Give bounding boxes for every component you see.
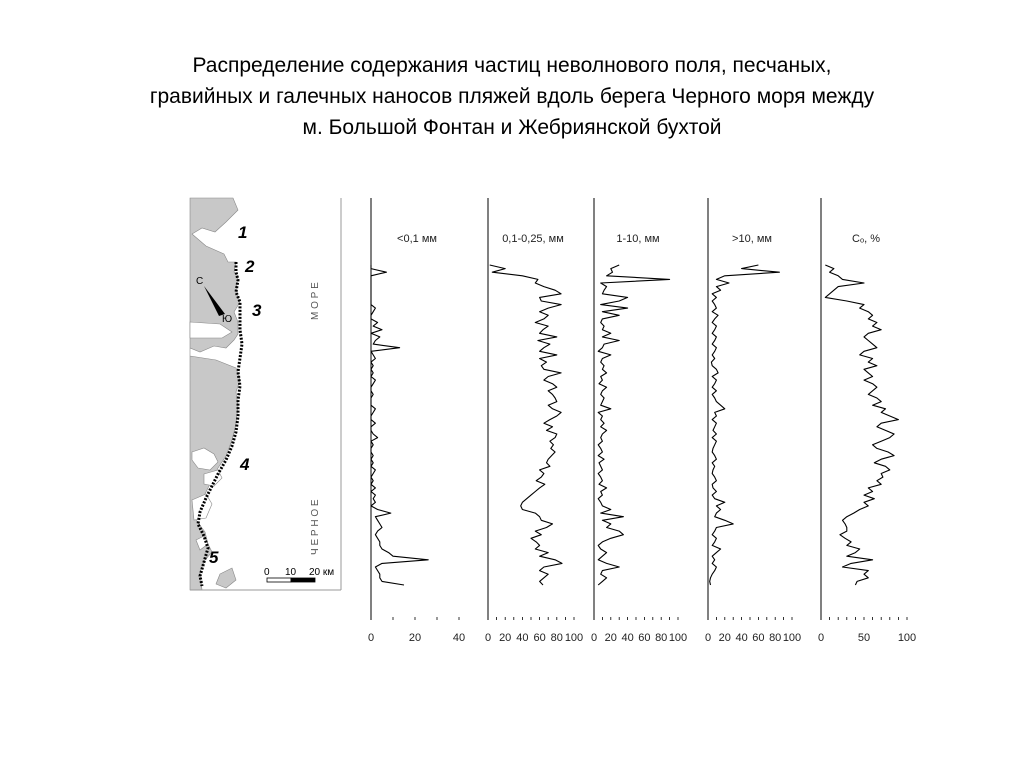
panel-5 xyxy=(818,198,916,644)
series-line xyxy=(490,265,562,585)
sea-label-bottom: Ч Е Р Н О Е xyxy=(310,499,321,555)
panel-label: >10, мм xyxy=(732,233,772,245)
tick-label: 60 xyxy=(752,632,765,644)
panel-1 xyxy=(368,198,465,644)
series-line xyxy=(371,265,428,585)
tick-label: 100 xyxy=(897,632,917,644)
tick-label: 80 xyxy=(769,632,782,644)
panel-label: Cₒ, % xyxy=(852,233,880,245)
tick-label: 100 xyxy=(782,632,802,644)
tick-label: 20 xyxy=(499,632,512,644)
tick-label: 60 xyxy=(638,632,651,644)
profile-panels xyxy=(368,198,916,644)
tick-label: 80 xyxy=(655,632,668,644)
section-number-1: 1 xyxy=(238,223,248,242)
coast-map xyxy=(190,198,341,590)
tick-label: 40 xyxy=(452,632,466,644)
lagoon-5 xyxy=(216,568,236,588)
tick-label: 40 xyxy=(516,632,529,644)
tick-label: 20 xyxy=(604,632,617,644)
scale-bar-black xyxy=(291,578,315,582)
tick-label: 0 xyxy=(590,632,598,644)
tick-label: 100 xyxy=(668,632,688,644)
panel-3 xyxy=(591,198,687,644)
tick-label: 100 xyxy=(564,632,584,644)
compass-north-label: С xyxy=(196,276,204,287)
series-line xyxy=(710,265,780,585)
title-line-3: м. Большой Фонтан и Жебриянской бухтой xyxy=(302,116,722,139)
tick-label: 50 xyxy=(857,632,871,644)
tick-label: 40 xyxy=(735,632,748,644)
series-line xyxy=(825,265,898,585)
compass-south-label: Ю xyxy=(222,314,233,325)
panel-label: 1-10, мм xyxy=(616,233,660,245)
tick-label: 60 xyxy=(533,632,546,644)
panel-2 xyxy=(485,198,583,644)
tick-label: 20 xyxy=(718,632,731,644)
section-number-3: 3 xyxy=(252,301,262,320)
series-line xyxy=(598,265,669,585)
scale-label-0: 0 xyxy=(264,567,270,578)
sea-label-top: М О Р Е xyxy=(310,282,321,320)
scale-bar xyxy=(264,567,334,582)
title-line-2: гравийных и галечных наносов пляжей вдоль берега Черного моря между xyxy=(149,85,875,108)
title-line-1: Распределение содержания частиц неволнового поля, песчаных, xyxy=(192,54,832,77)
land-area xyxy=(190,198,240,590)
panel-label: <0,1 мм xyxy=(397,233,437,245)
tick-label: 0 xyxy=(704,632,712,644)
scale-label-10: 10 xyxy=(285,567,297,578)
tick-label: 20 xyxy=(408,632,422,644)
panel-4 xyxy=(705,198,801,644)
panel-label: 0,1-0,25, мм xyxy=(502,233,564,245)
tick-label: 0 xyxy=(484,632,492,644)
tick-label: 80 xyxy=(550,632,563,644)
tick-label: 0 xyxy=(817,632,825,644)
scale-bar-white xyxy=(267,578,291,582)
section-number-4: 4 xyxy=(240,455,250,474)
section-number-5: 5 xyxy=(209,548,219,567)
tick-label: 0 xyxy=(367,632,375,644)
section-number-2: 2 xyxy=(245,257,255,276)
tick-label: 40 xyxy=(621,632,634,644)
scale-label-20: 20 км xyxy=(309,567,335,578)
